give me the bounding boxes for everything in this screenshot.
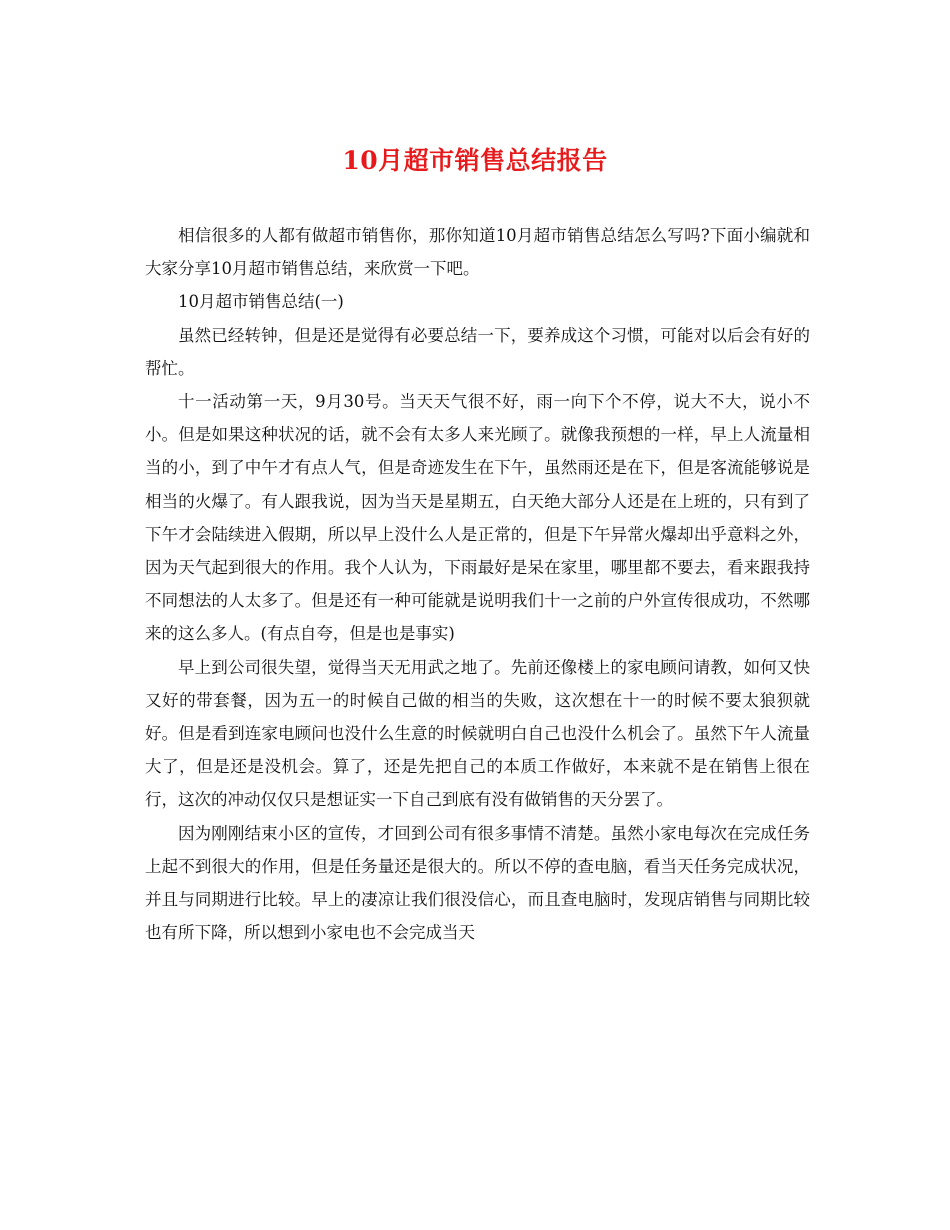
paragraph: 因为刚刚结束小区的宣传，才回到公司有很多事情不清楚。虽然小家电每次在完成任务上起不到很大的作用，但是任务量还是很大的。所以不停的查电脑，看当天任务完成状况，并且与同期进行比较。早上的凄凉让我们很没信心，而且查电脑时，发现店销售与同期比较也有所下降，所以想到小家电也不会完成当天: [145, 823, 810, 943]
document-title: 10月超市销售总结报告: [342, 146, 608, 175]
document-body: [145, 219, 810, 949]
paragraph: 早上到公司很失望，觉得当天无用武之地了。先前还像楼上的家电顾问请教，如何又快又好的带套餐，因为五一的时候自己做的相当的失败，这次想在十一的时候不要太狼狈就好。但是看到连家电顾问也没什么生意的时候就明白自己也没什么机会了。虽然下午人流量大了，但是还是没机会。算了，还是先把自己的本质工作做好，本来就不是在销售上很在行，这次的冲动仅仅只是想证实一下自己到底有没有做销售的天分罢了。: [145, 657, 810, 810]
paragraph: 虽然已经转钟，但是还是觉得有必要总结一下，要养成这个习惯，可能对以后会有好的帮忙。: [145, 325, 810, 378]
section-heading: 10月超市销售总结(一): [178, 292, 344, 312]
paragraph: 相信很多的人都有做超市销售你，那你知道10月超市销售总结怎么写吗?下面小编就和大家分享10月超市销售总结，来欣赏一下吧。: [145, 226, 810, 279]
paragraph: 十一活动第一天，9月30号。当天天气很不好，雨一向下个不停，说大不大，说小不小。但是如果这种状况的话，就不会有太多人来光顾了。就像我预想的一样，早上人流量相当的小，到了中午才有点人气，但是奇迹发生在下午，虽然雨还是在下，但是客流能够说是相当的火爆了。有人跟我说，因为当天是星期五，白天绝大部分人还是在上班的，只有到了下午才会陆续进入假期，所以早上没什么人是正常的，但是下午异常火爆却出乎意料之外，因为天气起到很大的作用。我个人认为，下雨最好是呆在家里，哪里都不要去，看来跟我持不同想法的人太多了。但是还有一种可能就是说明我们十一之前的户外宣传很成功，不然哪来的这么多人。(有点自夸，但是也是事实): [145, 392, 810, 644]
